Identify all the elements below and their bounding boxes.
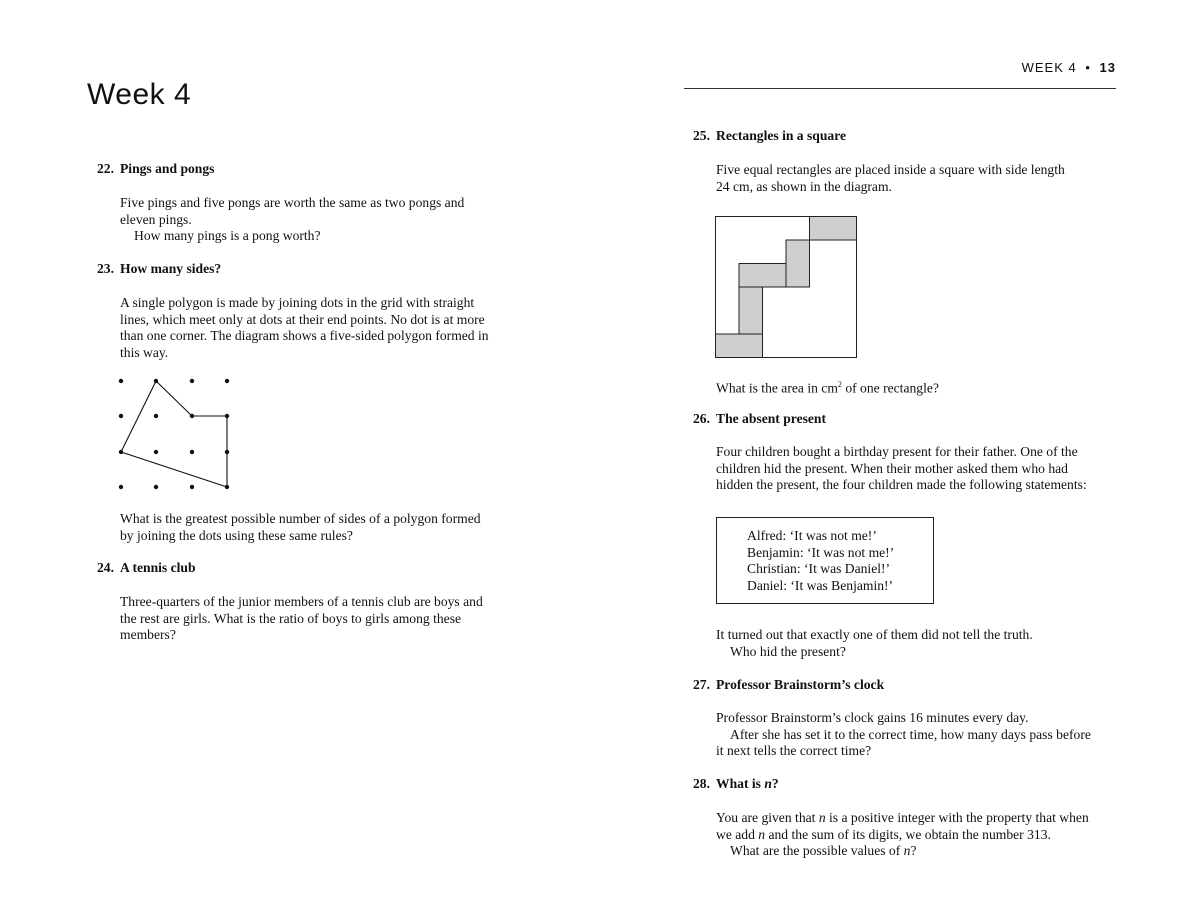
- grid-dot: [154, 485, 158, 489]
- text-line: What is the greatest possible number of sides of a polygon formed: [120, 511, 481, 526]
- question-25-text: [716, 162, 1065, 195]
- statements-box: [716, 517, 934, 604]
- grid-dot: [225, 379, 229, 383]
- question-line: Who hid the present?: [730, 643, 846, 659]
- text-line: hidden the present, the four children made the following statements:: [716, 477, 1087, 493]
- text-line: It turned out that exactly one of them did not tell the truth.: [716, 627, 1033, 642]
- header-rule: [684, 88, 1116, 89]
- title-fragment: What is: [716, 776, 765, 791]
- statement: Benjamin: ‘It was not me!’: [747, 544, 895, 560]
- question-24-heading: [84, 560, 196, 576]
- question-24-text: [120, 594, 483, 644]
- text-line: than one corner. The diagram shows a five-sided polygon formed in: [120, 328, 489, 344]
- text-line: by joining the dots using these same rules?: [120, 527, 353, 543]
- text-line: children hid the present. When their mother asked them who had: [716, 460, 1068, 476]
- question-title: Rectangles in a square: [716, 128, 847, 143]
- grid-dot: [119, 379, 123, 383]
- statement: Daniel: ‘It was Benjamin!’: [747, 577, 894, 593]
- text-line: eleven pings.: [120, 211, 192, 227]
- grid-dot: [119, 414, 123, 418]
- variable: n: [764, 776, 772, 791]
- question-26-text: [716, 444, 1087, 494]
- grid-dot: [119, 485, 123, 489]
- running-head-label: WEEK 4: [1021, 60, 1077, 75]
- text-line: A single polygon is made by joining dots in the grid with straight: [120, 295, 475, 310]
- question-23-heading: [84, 261, 221, 277]
- question-line: it next tells the correct time?: [716, 743, 872, 759]
- shaded-rectangle: [810, 217, 857, 241]
- question-25-heading: [680, 128, 846, 144]
- text-line: lines, which meet only at dots at their end points. No dot is at more: [120, 311, 485, 327]
- five-sided-polygon: [121, 381, 227, 487]
- question-title: The absent present: [716, 411, 827, 426]
- running-head: [1022, 60, 1116, 75]
- question-26-heading: [680, 411, 826, 427]
- superscript: 2: [837, 380, 842, 389]
- rectangles-in-square-diagram: [715, 216, 857, 358]
- text-line: 24 cm, as shown in the diagram.: [716, 178, 892, 194]
- dot-grid-diagram: [110, 370, 240, 500]
- question-line: After she has set it to the correct time, how many days pass before: [730, 726, 1091, 742]
- grid-dot: [154, 414, 158, 418]
- question-number: 28.: [693, 776, 710, 791]
- page-title: Week 4: [87, 78, 192, 111]
- question-number: 24.: [97, 560, 114, 575]
- statement: Christian: ‘It was Daniel!’: [747, 561, 891, 577]
- question-number: 27.: [693, 677, 710, 692]
- text-line: Professor Brainstorm’s clock gains 16 minutes every day.: [716, 710, 1029, 725]
- page-number: 13: [1099, 60, 1116, 75]
- question-27-heading: [680, 677, 884, 693]
- text-line: Three-quarters of the junior members of a tennis club are boys and: [120, 594, 483, 609]
- variable: n: [903, 843, 911, 859]
- question-22-heading: [84, 161, 214, 177]
- variable: n: [818, 810, 826, 825]
- question-23-text: [120, 295, 489, 361]
- question-28-text: [716, 810, 1089, 860]
- grid-dot: [190, 485, 194, 489]
- text-fragment: What is the area in cm: [716, 380, 838, 396]
- question-number: 22.: [97, 161, 114, 176]
- text-line: this way.: [120, 344, 169, 360]
- text-line: we add n and the sum of its digits, we obtain the number 313.: [716, 826, 1051, 842]
- question-26-followup: [716, 627, 1033, 660]
- question-25-followup: [716, 377, 939, 397]
- question-line: What are the possible values of n?: [730, 843, 917, 859]
- question-title: [716, 776, 779, 791]
- question-22-text: [120, 195, 464, 245]
- variable: n: [758, 826, 766, 842]
- question-28-heading: [680, 776, 779, 792]
- question-title: A tennis club: [120, 560, 196, 575]
- question-title: Pings and pongs: [120, 161, 215, 176]
- question-title: Professor Brainstorm’s clock: [716, 677, 885, 692]
- grid-dot: [190, 379, 194, 383]
- statement: Alfred: ‘It was not me!’: [747, 528, 877, 543]
- shaded-rectangle: [739, 287, 763, 334]
- grid-dot: [154, 450, 158, 454]
- question-line: How many pings is a pong worth?: [134, 228, 321, 244]
- shaded-rectangle: [716, 334, 763, 358]
- question-27-text: [716, 710, 1091, 760]
- question-23-followup: [120, 511, 481, 544]
- question-number: 26.: [693, 411, 710, 426]
- question-title: How many sides?: [120, 261, 222, 276]
- shaded-rectangle: [786, 240, 810, 287]
- running-head-bullet: •: [1085, 60, 1091, 75]
- question-number: 23.: [97, 261, 114, 276]
- title-fragment: ?: [771, 776, 779, 791]
- text-line: the rest are girls. What is the ratio of boys to girls among these: [120, 610, 462, 626]
- text-line: Five equal rectangles are placed inside a square with side length: [716, 162, 1065, 177]
- grid-dot: [190, 450, 194, 454]
- text-line: Five pings and five pongs are worth the same as two pongs and: [120, 195, 465, 210]
- text-fragment: of one rectangle?: [841, 380, 939, 396]
- text-line: Four children bought a birthday present for their father. One of the: [716, 444, 1078, 459]
- text-line: You are given that n is a positive integer with the property that when: [716, 810, 1089, 825]
- shaded-rectangle: [739, 264, 786, 288]
- question-number: 25.: [693, 128, 710, 143]
- text-line: members?: [120, 627, 176, 643]
